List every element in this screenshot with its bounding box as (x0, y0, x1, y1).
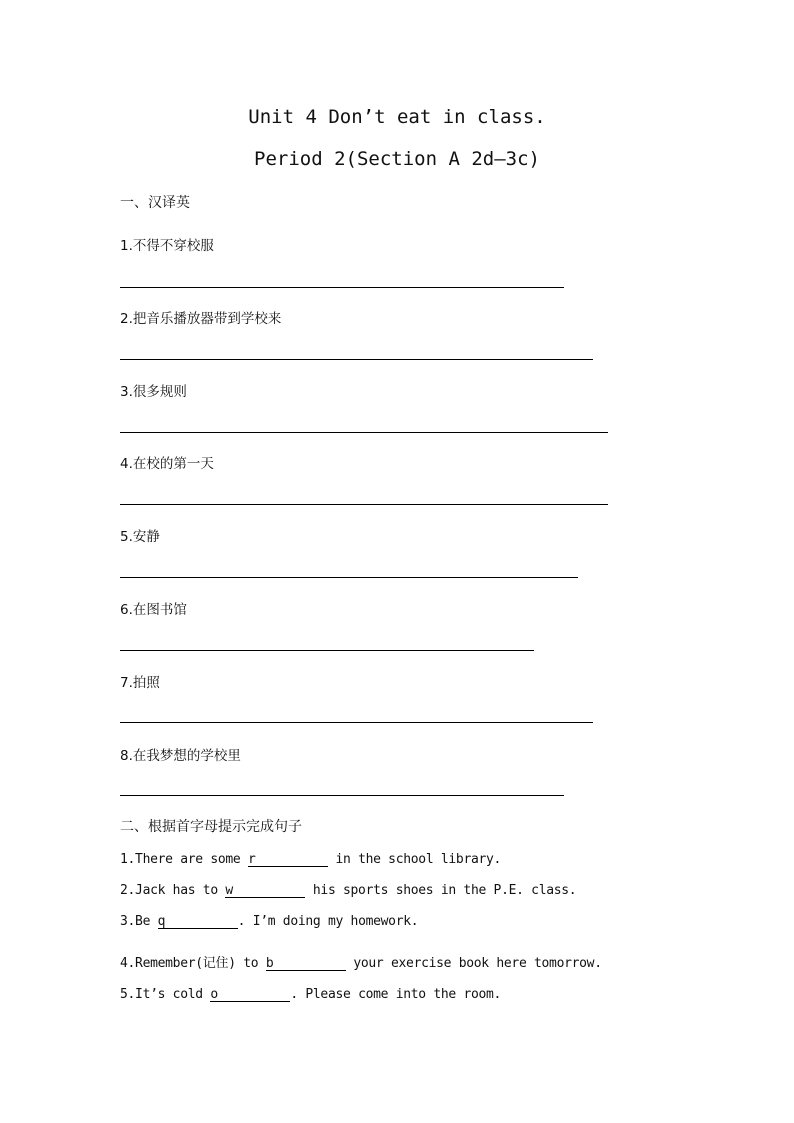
hint-letter: o (210, 987, 218, 1002)
translation-item: 3.很多规则 (120, 384, 187, 400)
fill-blank[interactable] (158, 914, 238, 929)
sentence-prefix: 1.There are some (120, 852, 248, 867)
hint-letter: q (157, 914, 166, 929)
section-heading-completion: 二、根据首字母提示完成句子 (120, 819, 302, 835)
translation-item: 2.把音乐播放器带到学校来 (120, 311, 282, 327)
translation-item: 4.在校的第一天 (120, 456, 214, 472)
completion-sentence (120, 987, 501, 1002)
sentence-suffix: his sports shoes in the P.E. class. (305, 883, 577, 898)
translation-item: 6.在图书馆 (120, 602, 187, 618)
completion-sentence (120, 852, 501, 867)
completion-sentence (120, 883, 576, 898)
hint-letter: b (265, 956, 274, 971)
sentence-prefix: 2.Jack has to (120, 883, 226, 898)
answer-line[interactable] (120, 287, 564, 288)
answer-line[interactable] (120, 795, 564, 796)
sentence-suffix: your exercise book here tomorrow. (345, 956, 602, 971)
translation-item: 7.拍照 (120, 675, 160, 691)
hint-letter: w (225, 883, 233, 898)
fill-blank[interactable] (210, 987, 290, 1002)
completion-sentence (120, 914, 418, 929)
page-subtitle: Period 2(Section A 2d—3c) (254, 148, 540, 170)
sentence-prefix: 3.Be (120, 914, 158, 929)
translation-item: 8.在我梦想的学校里 (120, 748, 241, 764)
completion-sentence (120, 952, 602, 971)
fill-blank[interactable] (248, 852, 328, 867)
answer-line[interactable] (120, 722, 593, 723)
answer-line[interactable] (120, 504, 608, 505)
answer-line[interactable] (120, 432, 608, 433)
answer-line[interactable] (120, 577, 578, 578)
fill-blank[interactable] (266, 956, 346, 971)
page-title: Unit 4 Don’t eat in class. (248, 106, 546, 128)
translation-item: 1.不得不穿校服 (120, 238, 214, 254)
answer-line[interactable] (120, 650, 534, 651)
translation-item: 5.安静 (120, 529, 160, 545)
sentence-prefix: 5.It’s cold (120, 987, 211, 1002)
hint-letter: r (247, 852, 256, 867)
sentence-prefix: 4.Remember(记住) to (120, 956, 266, 971)
answer-line[interactable] (120, 359, 593, 360)
sentence-suffix: . I’m doing my homework. (237, 914, 419, 929)
fill-blank[interactable] (225, 883, 305, 898)
section-heading-translation: 一、汉译英 (120, 195, 190, 211)
sentence-suffix: in the school library. (327, 852, 502, 867)
sentence-suffix: . Please come into the room. (290, 987, 502, 1002)
